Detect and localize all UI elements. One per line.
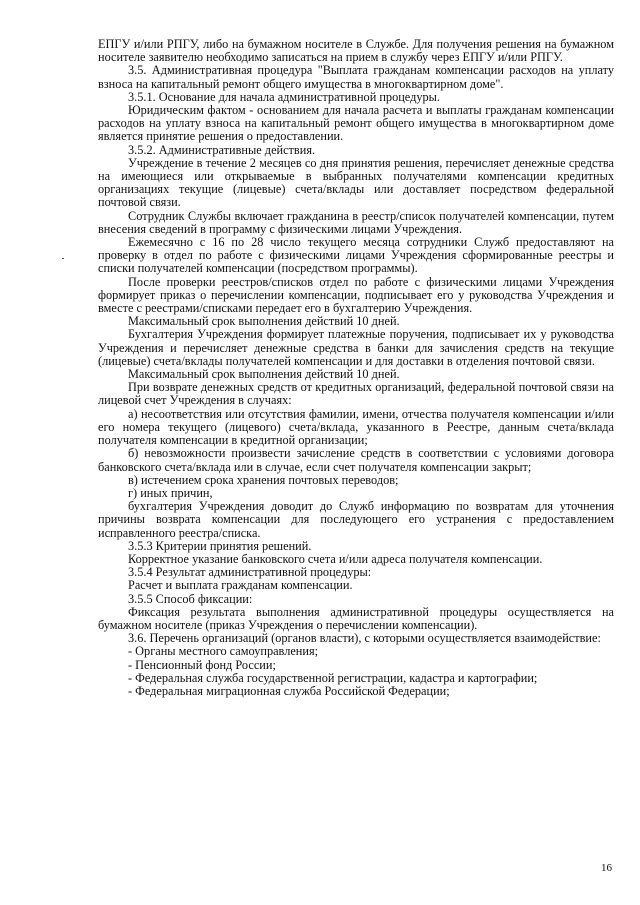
paragraph: Корректное указание банковского счета и/или адреса получателя компенсации.	[128, 551, 543, 566]
list-item: - Федеральная служба государственной регистрации, кадастра и картографии;	[128, 670, 538, 685]
paragraph: При возврате денежных средств от кредитных организаций, федеральной почтовой связи на лицевой счет Учреждения в случаях:	[98, 380, 614, 408]
paragraph: Фиксация результата выполнения административной процедуры осуществляется на бумажном носителе (приказ Учреждения о перечислении компенсации).	[98, 604, 614, 632]
paragraph: 3.5.3 Критерии принятия решений.	[128, 538, 312, 553]
paragraph: 3.5.1. Основание для начала административной процедуры.	[128, 89, 440, 104]
paragraph: Учреждение в течение 2 месяцев со дня принятия решения, перечисляет денежные средства на имеющиеся или открываемые в выбранных получателями компенсации кредитных организациях текущие (лицевые) счета/вклады или доставляет посредством федеральной почтовой связи.	[98, 155, 614, 210]
paragraph: в) истечением срока хранения почтовых переводов;	[128, 472, 399, 487]
paragraph: 3.5. Административная процедура "Выплата гражданам компенсации расходов на уплату взноса на капитальный ремонт общего имущества в многоквартирном доме".	[98, 63, 614, 91]
paragraph: После проверки реестров/списков отдел по работе с физическими лицами Учреждения формирует приказ о перечислении компенсации, подписывает его у руководства Учреждения и вместе с реестрами/списками передает его в бухгалтерию Учреждения.	[98, 274, 614, 316]
list-item: - Органы местного самоуправления;	[128, 644, 319, 659]
paragraph: 3.5.4 Результат административной процедуры:	[128, 565, 372, 580]
paragraph: 3.5.2. Административные действия.	[128, 142, 316, 157]
paragraph: бухгалтерия Учреждения доводит до Служб информацию по возвратам для уточнения причины возврата компенсации для последующего его устранения с предоставлением исправленного реестра/списка.	[98, 499, 614, 540]
list-item: - Пенсионный фонд России;	[128, 657, 276, 672]
paragraph: г) иных причин,	[128, 485, 213, 500]
page-body	[98, 38, 614, 698]
paragraph: б) невозможности произвести зачисление средств в соответствии с условиями договора банковского счета/вклада или в случае, если счет получателя компенсации закрыт;	[98, 446, 614, 474]
page-number: 16	[601, 862, 612, 874]
paragraph: Расчет и выплата гражданам компенсации.	[128, 578, 353, 593]
scan-speck	[62, 258, 64, 259]
paragraph: 3.5.5 Способ фиксации:	[128, 591, 253, 606]
paragraph: Бухгалтерия Учреждения формирует платежные поручения, подписывает их у руководства Учреждения и перечисляет денежные средства в банки для зачисления средств на текущие (лицевые) счета/вклады получателей компенсации и для доставки в отделения почтовой связи.	[98, 327, 614, 368]
paragraph: Сотрудник Службы включает гражданина в реестр/список получателей компенсации, путем внесения сведений в программу с физическими лицами Учреждения.	[98, 208, 614, 236]
paragraph: Максимальный срок выполнения действий 10 дней.	[128, 314, 400, 329]
paragraph: Ежемесячно с 16 по 28 число текущего месяца сотрудники Служб предоставляют на проверку в отдел по работе с физическими лицами Учреждения сформированные реестры и списки получателей компенсации (посредством программы).	[98, 235, 614, 276]
paragraph: Юридическим фактом - основанием для начала расчета и выплаты гражданам компенсации расходов на уплату взноса на капитальный ремонт общего имущества в многоквартирном доме является принятие решения о предоставлении.	[98, 103, 614, 144]
list-item: - Федеральная миграционная служба Российской Федерации;	[128, 683, 450, 698]
paragraph: ЕПГУ и/или РПГУ, либо на бумажном носителе в Службе. Для получения решения на бумажном носителе заявителю необходимо записаться на прием в службу через ЕПГУ и/или РПГУ.	[98, 37, 614, 65]
paragraph: Максимальный срок выполнения действий 10 дней.	[128, 367, 400, 382]
paragraph: а) несоответствия или отсутствия фамилии, имени, отчества получателя компенсации и/или его номера текущего (лицевого) счета/вклада, указанного в Реестре, данным счета/вклада получателя компенсации в кредитной организации;	[98, 406, 614, 448]
paragraph: 3.6. Перечень организаций (органов власти), с которыми осуществляется взаимодействие:	[128, 631, 601, 646]
